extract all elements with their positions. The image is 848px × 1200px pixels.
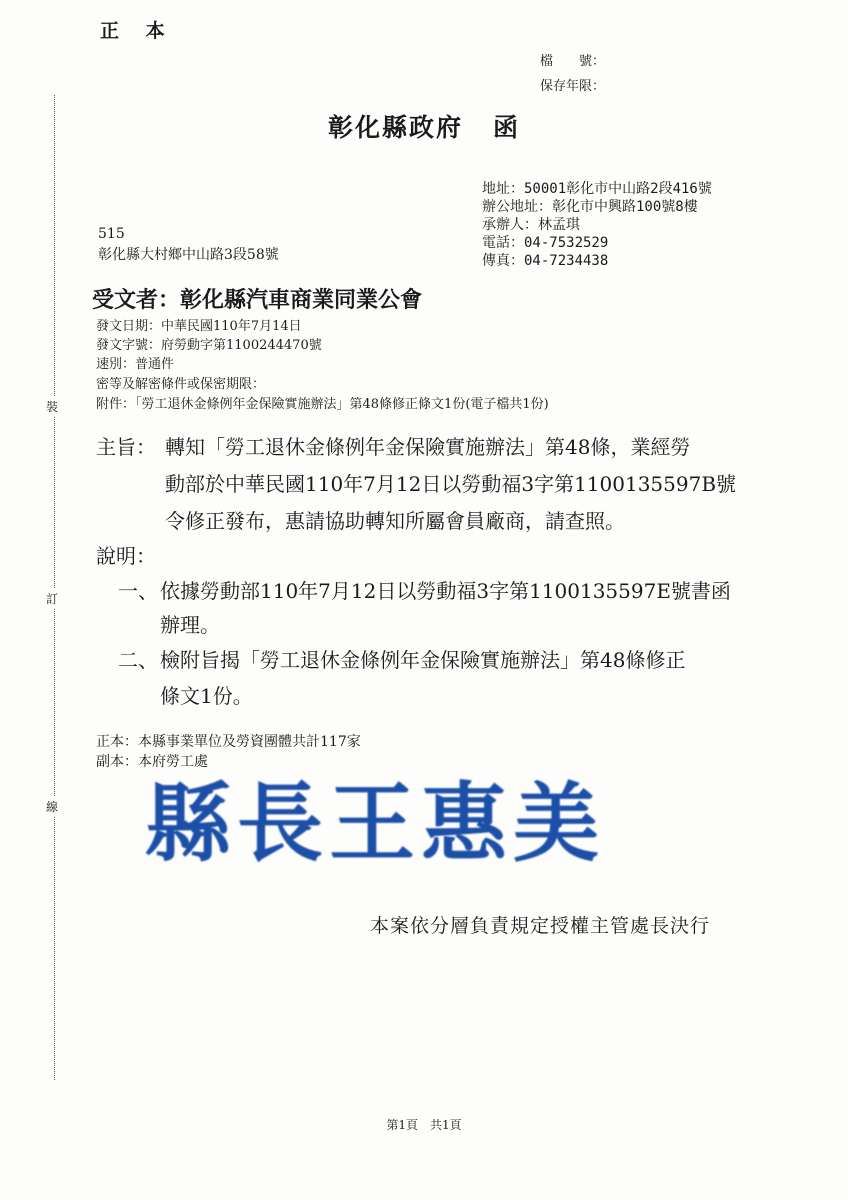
contact-office: 辦公地址：彰化市中興路100號8樓 [482, 199, 698, 215]
binding-mark: 訂 [46, 588, 58, 609]
recipient: 受文者：彰化縣汽車商業同業公會 [92, 287, 423, 313]
document-number: 發文字號：府勞動字第1100244470號 [96, 338, 322, 353]
retention-period-label: 保存年限： [540, 79, 606, 94]
page-number: 第1頁 共1頁 [386, 1118, 462, 1132]
explanation-marker: 二、 [118, 648, 158, 672]
agency-name: 彰化縣政府 [327, 113, 463, 142]
subject-line: 動部於中華民國110年7月12日以勞動福3字第1100135597B號 [165, 472, 737, 496]
explanation-label: 說明： [96, 544, 156, 568]
recipient-postal-code: 515 [98, 226, 125, 242]
document-title [0, 108, 848, 144]
contact-address: 地址：50001彰化市中山路2段416號 [482, 181, 712, 197]
file-number-label: 檔 號： [540, 54, 606, 69]
contact-handler: 承辦人：林孟琪 [482, 217, 580, 233]
attachment: 附件：「勞工退休金條例年金保險實施辦法」第48條修正條文1份(電子檔共1份) [96, 397, 549, 412]
explanation-marker: 一、 [118, 579, 158, 603]
issue-date: 發文日期：中華民國110年7月14日 [96, 319, 302, 334]
seal-text: 縣長王惠美 [145, 773, 605, 874]
recipient-street-address: 彰化縣大村鄉中山路3段58號 [98, 247, 279, 263]
delegation-note: 本案依分層負責規定授權主管處長決行 [370, 915, 711, 937]
contact-fax: 傳真：04-7234438 [482, 253, 609, 269]
subject-line: 令修正發布，惠請協助轉知所屬會員廠商，請查照。 [165, 509, 625, 533]
copy-label: 正 本 [100, 20, 175, 42]
explanation-line: 檢附旨揭「勞工退休金條例年金保險實施辦法」第48條修正 [160, 648, 686, 672]
subject-label: 主旨： [96, 435, 156, 459]
document-type: 函 [493, 113, 521, 142]
cc-original: 正本：本縣事業單位及勞資團體共計117家 [96, 734, 361, 750]
cc-copy: 副本：本府勞工處 [96, 754, 208, 770]
subject-line: 轉知「勞工退休金條例年金保險實施辦法」第48條，業經勞 [165, 435, 691, 459]
magistrate-seal [140, 755, 610, 885]
binding-mark: 裝 [46, 396, 58, 417]
explanation-line: 辦理。 [160, 613, 220, 637]
delivery-speed: 速別：普通件 [96, 357, 175, 372]
explanation-line: 依據勞動部110年7月12日以勞動福3字第1100135597E號書函 [160, 579, 731, 603]
binding-mark: 線 [46, 796, 58, 817]
contact-phone: 電話：04-7532529 [482, 235, 609, 251]
security-level: 密等及解密條件或保密期限： [96, 377, 266, 392]
explanation-line: 條文1份。 [160, 684, 253, 708]
